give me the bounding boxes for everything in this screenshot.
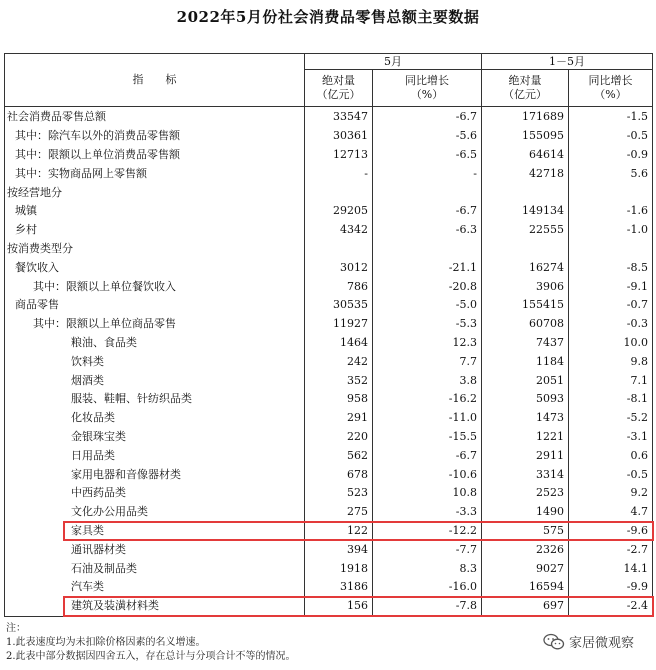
may-yoy-cell (373, 240, 482, 259)
ytd-absolute-cell: 1473 (482, 409, 569, 428)
table-row (5, 540, 653, 559)
may-absolute-cell: 352 (305, 371, 373, 390)
row-label: 按经营地分 (5, 183, 305, 202)
ytd-yoy-cell: 4.7 (569, 503, 653, 522)
row-label: 其中：实物商品网上零售额 (5, 164, 305, 183)
table-row (5, 315, 653, 334)
may-absolute-cell: 275 (305, 503, 373, 522)
row-label: 汽车类 (5, 578, 305, 597)
table-row (5, 334, 653, 353)
table-row (5, 559, 653, 578)
table-row (5, 296, 653, 315)
row-label: 乡村 (5, 221, 305, 240)
watermark-text: 家居微观察 (568, 636, 634, 651)
ytd-absolute-cell: 5093 (482, 390, 569, 409)
ytd-absolute-cell: 64614 (482, 146, 569, 165)
may-yoy-cell: -15.5 (373, 428, 482, 447)
ytd-absolute-cell: 575 (482, 522, 569, 541)
row-label: 粮油、食品类 (5, 334, 305, 353)
row-label: 通讯器材类 (5, 540, 305, 559)
ytd-absolute-cell: 2911 (482, 446, 569, 465)
table-body (5, 107, 653, 617)
row-label: 建筑及装潢材料类 (5, 597, 305, 616)
may-yoy-cell: -5.3 (373, 315, 482, 334)
indicator-header: 指 标 (5, 54, 305, 107)
may-yoy-cell: -21.1 (373, 258, 482, 277)
ytd-absolute-cell (482, 240, 569, 259)
table-row (5, 146, 653, 165)
row-label: 烟酒类 (5, 371, 305, 390)
may-absolute-cell: 29205 (305, 202, 373, 221)
table-row (5, 578, 653, 597)
ytd-yoy-cell: -5.2 (569, 409, 653, 428)
ytd-yoy-cell: -0.9 (569, 146, 653, 165)
row-label: 按消费类型分 (5, 240, 305, 259)
ytd-yoy-cell: 10.0 (569, 334, 653, 353)
may-yoy-cell: -6.7 (373, 107, 482, 127)
row-label: 金银珠宝类 (5, 428, 305, 447)
may-yoy-cell: -11.0 (373, 409, 482, 428)
may-absolute-cell: 1918 (305, 559, 373, 578)
may-yoy-cell: -5.6 (373, 127, 482, 146)
table-row (5, 465, 653, 484)
ytd-yoy-cell: -0.3 (569, 315, 653, 334)
row-label: 其中：限额以上单位餐饮收入 (5, 277, 305, 296)
may-absolute-cell: 4342 (305, 221, 373, 240)
table-row (5, 371, 653, 390)
ytd-yoy-cell: 14.1 (569, 559, 653, 578)
may-yoy-cell: 7.7 (373, 352, 482, 371)
may-absolute-cell (305, 240, 373, 259)
ytd-absolute-header: 绝对量 （亿元） (482, 70, 569, 107)
row-label: 社会消费品零售总额 (5, 107, 305, 127)
table-row (5, 352, 653, 371)
ytd-yoy-cell: -9.6 (569, 522, 653, 541)
row-label: 餐饮收入 (5, 258, 305, 277)
ytd-absolute-cell: 7437 (482, 334, 569, 353)
may-absolute-cell: 30535 (305, 296, 373, 315)
ytd-absolute-cell: 1490 (482, 503, 569, 522)
row-label: 文化办公用品类 (5, 503, 305, 522)
may-absolute-cell: 220 (305, 428, 373, 447)
may-absolute-cell: 1464 (305, 334, 373, 353)
ytd-absolute-cell: 2051 (482, 371, 569, 390)
ytd-yoy-cell: -0.7 (569, 296, 653, 315)
ytd-yoy-cell: -1.6 (569, 202, 653, 221)
page-title: 2022年5月份社会消费品零售总额主要数据 (176, 8, 480, 26)
ytd-yoy-cell: -2.4 (569, 597, 653, 616)
jan-may-header: 1－5月 (482, 54, 653, 70)
ytd-absolute-cell: 1184 (482, 352, 569, 371)
row-label: 城镇 (5, 202, 305, 221)
ytd-yoy-cell: -1.5 (569, 107, 653, 127)
table-row (5, 446, 653, 465)
table-row (5, 277, 653, 296)
ytd-absolute-cell: 16594 (482, 578, 569, 597)
may-absolute-cell: 33547 (305, 107, 373, 127)
may-yoy-cell (373, 183, 482, 202)
may-absolute-cell: 958 (305, 390, 373, 409)
may-yoy-cell: -10.6 (373, 465, 482, 484)
may-absolute-cell: 30361 (305, 127, 373, 146)
table-row (5, 164, 653, 183)
may-yoy-cell: -16.0 (373, 578, 482, 597)
ytd-yoy-cell: -8.1 (569, 390, 653, 409)
may-yoy-cell: -12.2 (373, 522, 482, 541)
table-row (5, 127, 653, 146)
may-absolute-cell: 786 (305, 277, 373, 296)
row-label: 日用品类 (5, 446, 305, 465)
ytd-absolute-cell: 155415 (482, 296, 569, 315)
row-label: 商品零售 (5, 296, 305, 315)
ytd-yoy-cell: -9.1 (569, 277, 653, 296)
ytd-yoy-cell: 7.1 (569, 371, 653, 390)
ytd-absolute-cell: 16274 (482, 258, 569, 277)
table-row (5, 202, 653, 221)
ytd-absolute-cell: 2523 (482, 484, 569, 503)
may-absolute-cell: 562 (305, 446, 373, 465)
table-row (5, 428, 653, 447)
ytd-yoy-cell: 5.6 (569, 164, 653, 183)
may-yoy-header: 同比增长 （%） (373, 70, 482, 107)
may-absolute-header: 绝对量 （亿元） (305, 70, 373, 107)
table-row (5, 484, 653, 503)
row-label: 其中：除汽车以外的消费品零售额 (5, 127, 305, 146)
may-absolute-cell: 156 (305, 597, 373, 616)
row-label: 饮料类 (5, 352, 305, 371)
may-yoy-cell: -6.7 (373, 446, 482, 465)
ytd-yoy-cell: -1.0 (569, 221, 653, 240)
ytd-absolute-cell: 22555 (482, 221, 569, 240)
row-label: 家用电器和音像器材类 (5, 465, 305, 484)
ytd-yoy-cell: -9.9 (569, 578, 653, 597)
ytd-yoy-header: 同比增长 （%） (569, 70, 653, 107)
may-absolute-cell: 12713 (305, 146, 373, 165)
footnote-2: 2.此表中部分数据因四舍五入，存在总计与分项合计不等的情况。 (6, 651, 296, 662)
table-row (5, 503, 653, 522)
table-row (5, 597, 653, 616)
wechat-icon (543, 633, 565, 651)
ytd-yoy-cell: -8.5 (569, 258, 653, 277)
ytd-yoy-cell (569, 183, 653, 202)
table-row (5, 390, 653, 409)
ytd-absolute-cell: 3314 (482, 465, 569, 484)
row-label: 石油及制品类 (5, 559, 305, 578)
may-header: 5月 (305, 54, 482, 70)
ytd-absolute-cell: 42718 (482, 164, 569, 183)
may-yoy-cell: -6.7 (373, 202, 482, 221)
may-yoy-cell: -3.3 (373, 503, 482, 522)
may-absolute-cell: 394 (305, 540, 373, 559)
row-label: 服装、鞋帽、针纺织品类 (5, 390, 305, 409)
may-absolute-cell: 291 (305, 409, 373, 428)
ytd-yoy-cell: 9.8 (569, 352, 653, 371)
may-yoy-cell: 8.3 (373, 559, 482, 578)
may-absolute-cell: 122 (305, 522, 373, 541)
may-yoy-cell: -7.7 (373, 540, 482, 559)
footnote-heading: 注： (6, 623, 26, 634)
row-label: 其中：限额以上单位商品零售 (5, 315, 305, 334)
table-row (5, 258, 653, 277)
ytd-absolute-cell: 60708 (482, 315, 569, 334)
may-yoy-cell: -20.8 (373, 277, 482, 296)
table-row (5, 409, 653, 428)
row-label: 家具类 (5, 522, 305, 541)
table-row (5, 183, 653, 202)
may-yoy-cell: 3.8 (373, 371, 482, 390)
ytd-absolute-cell: 1221 (482, 428, 569, 447)
table-row (5, 221, 653, 240)
ytd-absolute-cell (482, 183, 569, 202)
may-yoy-cell: -5.0 (373, 296, 482, 315)
may-yoy-cell: -6.5 (373, 146, 482, 165)
ytd-yoy-cell: 9.2 (569, 484, 653, 503)
table-row (5, 240, 653, 259)
ytd-yoy-cell (569, 240, 653, 259)
ytd-absolute-cell: 2326 (482, 540, 569, 559)
ytd-absolute-cell: 149134 (482, 202, 569, 221)
may-absolute-cell: - (305, 164, 373, 183)
footnotes (6, 622, 296, 664)
table-row (5, 522, 653, 541)
ytd-yoy-cell: -0.5 (569, 127, 653, 146)
may-yoy-cell: 12.3 (373, 334, 482, 353)
table-row (5, 107, 653, 127)
ytd-yoy-cell: -0.5 (569, 465, 653, 484)
may-absolute-cell: 678 (305, 465, 373, 484)
may-yoy-cell: 10.8 (373, 484, 482, 503)
retail-sales-table (4, 53, 653, 617)
may-yoy-cell: - (373, 164, 482, 183)
row-label: 化妆品类 (5, 409, 305, 428)
may-absolute-cell: 523 (305, 484, 373, 503)
ytd-yoy-cell: -2.7 (569, 540, 653, 559)
may-yoy-cell: -6.3 (373, 221, 482, 240)
ytd-absolute-cell: 171689 (482, 107, 569, 127)
may-yoy-cell: -7.8 (373, 597, 482, 616)
may-absolute-cell (305, 183, 373, 202)
ytd-absolute-cell: 9027 (482, 559, 569, 578)
may-absolute-cell: 242 (305, 352, 373, 371)
ytd-absolute-cell: 3906 (482, 277, 569, 296)
footnote-1: 1.此表速度均为未扣除价格因素的名义增速。 (6, 637, 206, 648)
ytd-absolute-cell: 697 (482, 597, 569, 616)
row-label: 中西药品类 (5, 484, 305, 503)
may-absolute-cell: 3186 (305, 578, 373, 597)
may-yoy-cell: -16.2 (373, 390, 482, 409)
row-label: 其中：限额以上单位消费品零售额 (5, 146, 305, 165)
watermark (543, 632, 634, 651)
ytd-absolute-cell: 155095 (482, 127, 569, 146)
may-absolute-cell: 3012 (305, 258, 373, 277)
ytd-yoy-cell: 0.6 (569, 446, 653, 465)
ytd-yoy-cell: -3.1 (569, 428, 653, 447)
may-absolute-cell: 11927 (305, 315, 373, 334)
